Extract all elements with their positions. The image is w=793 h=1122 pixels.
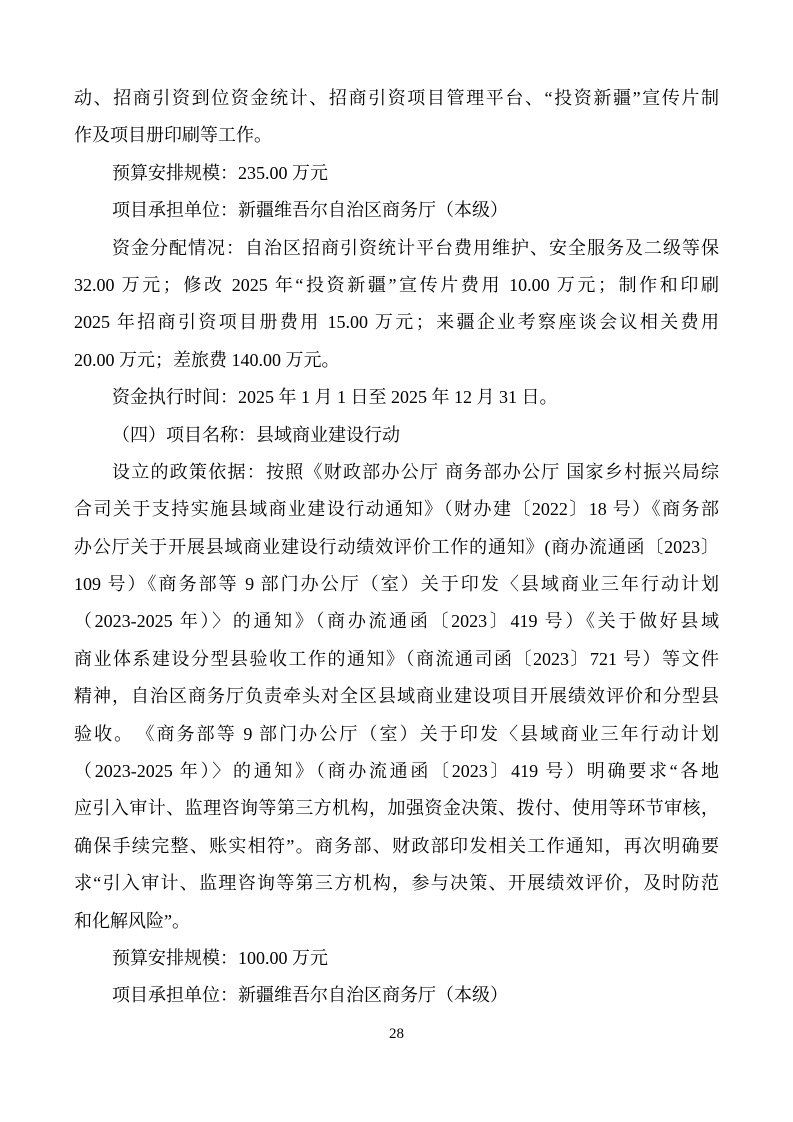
text-line: 资金分配情况：自治区招商引资统计平台费用维护、安全服务及二级等保	[112, 237, 719, 258]
document-body	[74, 80, 719, 1015]
text-line: （四）项目名称：县域商业建设行动	[112, 424, 400, 445]
text-line: 预算安排规模：100.00 万元	[112, 947, 328, 968]
text-line: 合司关于支持实施县域商业建设行动通知》（财办建〔2022〕18 号）《商务部	[74, 499, 719, 520]
text-line: （2023-2025 年）〉的通知》（商办流通函〔2023〕419 号）明确要求“各地	[74, 761, 719, 782]
text-line: 项目承担单位：新疆维吾尔自治区商务厅（本级）	[112, 985, 508, 1006]
text-line: 32.00 万元；修改 2025 年“投资新疆”宣传片费用 10.00 万元；制作和印刷	[74, 274, 719, 295]
text-line: 作及项目册印刷等工作。	[74, 125, 272, 146]
text-line: 精神，自治区商务厅负责牵头对全区县域商业建设项目开展绩效评价和分型县	[74, 686, 719, 707]
text-line: 2025 年招商引资项目册费用 15.00 万元；来疆企业考察座谈会议相关费用	[74, 312, 719, 333]
text-line: 应引入审计、监理咨询等第三方机构，加强资金决策、拨付、使用等环节审核，	[74, 798, 719, 819]
text-line: 109 号）《商务部等 9 部门办公厅（室）关于印发〈县域商业三年行动计划	[74, 574, 719, 595]
text-line: 验收。 《商务部等 9 部门办公厅（室）关于印发〈县域商业三年行动计划	[74, 723, 719, 744]
text-line: 预算安排规模：235.00 万元	[112, 162, 328, 183]
text-line: 20.00 万元；差旅费 140.00 万元。	[74, 349, 340, 370]
text-line: 项目承担单位：新疆维吾尔自治区商务厅（本级）	[112, 200, 508, 221]
text-line: 商业体系建设分型县验收工作的通知》（商流通司函〔2023〕721 号）等文件	[74, 648, 719, 669]
text-line: 资金执行时间：2025 年 1 月 1 日至 2025 年 12 月 31 日。	[112, 387, 558, 408]
text-line: 办公厅关于开展县域商业建设行动绩效评价工作的通知》(商办流通函〔2023〕	[74, 536, 719, 557]
text-line: 设立的政策依据：按照《财政部办公厅 商务部办公厅 国家乡村振兴局综	[112, 461, 719, 482]
text-line: 动、招商引资到位资金统计、招商引资项目管理平台、“投资新疆”宣传片制	[74, 88, 719, 108]
text-line: 确保手续完整、账实相符”。商务部、财政部印发相关工作通知，再次明确要	[74, 835, 719, 856]
text-line: 和化解风险”。	[74, 910, 190, 931]
text-line: （2023-2025 年）〉的通知》（商办流通函〔2023〕419 号）《关于做好县域	[74, 611, 719, 632]
text-line: 求“引入审计、监理咨询等第三方机构，参与决策、开展绩效评价，及时防范	[74, 873, 719, 894]
page-number: 28	[389, 1026, 404, 1042]
